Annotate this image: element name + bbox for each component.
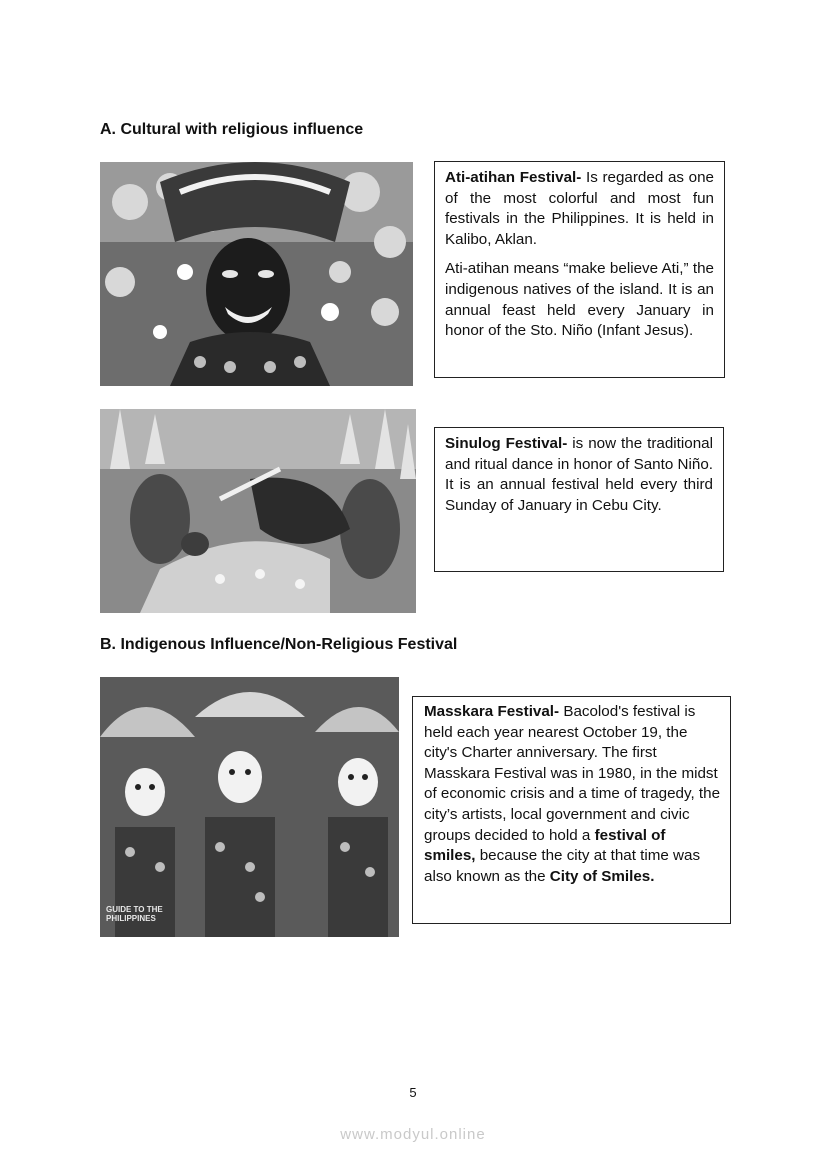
sinulog-desc: is now the traditional and ritual dance in honor of Santo Niño. It is an annual festival held every third Sunday of January in Cebu City. xyxy=(445,435,713,514)
footer-watermark: www.modyul.online xyxy=(340,1126,486,1143)
masskara-description-box xyxy=(412,696,731,924)
section-a-heading: A. Cultural with religious influence xyxy=(100,121,364,138)
page-number: 5 xyxy=(409,1085,417,1100)
masskara-bold-end: City of Smiles. xyxy=(549,867,655,885)
ati-atihan-description-box xyxy=(434,161,725,378)
sinulog-description-box xyxy=(434,427,724,572)
masskara-festival-name: Masskara Festival- xyxy=(424,703,560,720)
photo-watermark-line1: GUIDE TO THE xyxy=(106,905,163,914)
masskara-desc-1: Bacolod's festival is held each year nearest October 19, the city's Charter anniversary. The first Masskara Festival was in 1980, in the midst of economic crisis and a time of tragedy, the city’s artists, local government and civic groups decided to hold a xyxy=(424,703,721,844)
masskara-photo xyxy=(100,677,399,937)
sinulog-paragraph xyxy=(445,434,713,516)
ati-atihan-photo xyxy=(100,162,413,386)
section-b-heading: B. Indigenous Influence/Non-Religious Festival xyxy=(100,636,458,653)
sinulog-festival-name: Sinulog Festival- xyxy=(445,435,568,452)
sinulog-photo xyxy=(100,409,416,613)
photo-watermark-line2: PHILIPPINES xyxy=(106,914,156,923)
masskara-bold-phrase: festival of smiles, xyxy=(424,826,666,865)
ati-atihan-paragraph-1 xyxy=(445,168,714,250)
ati-atihan-paragraph-2: Ati-atihan means “make believe Ati,” the indigenous natives of the island. It is an annual feast held every January in honor of the Sto. Niño (Infant Jesus). xyxy=(445,260,714,340)
photo-watermark xyxy=(106,905,163,923)
masskara-paragraph xyxy=(424,702,720,887)
ati-atihan-desc-1: Is regarded as one of the most colorful and most fun festivals in the Philippines. It is held in Kalibo, Aklan. xyxy=(445,169,714,248)
masskara-desc-2: because the city at that time was also known as the xyxy=(424,847,701,885)
ati-atihan-festival-name: Ati-atihan Festival- xyxy=(445,169,582,186)
